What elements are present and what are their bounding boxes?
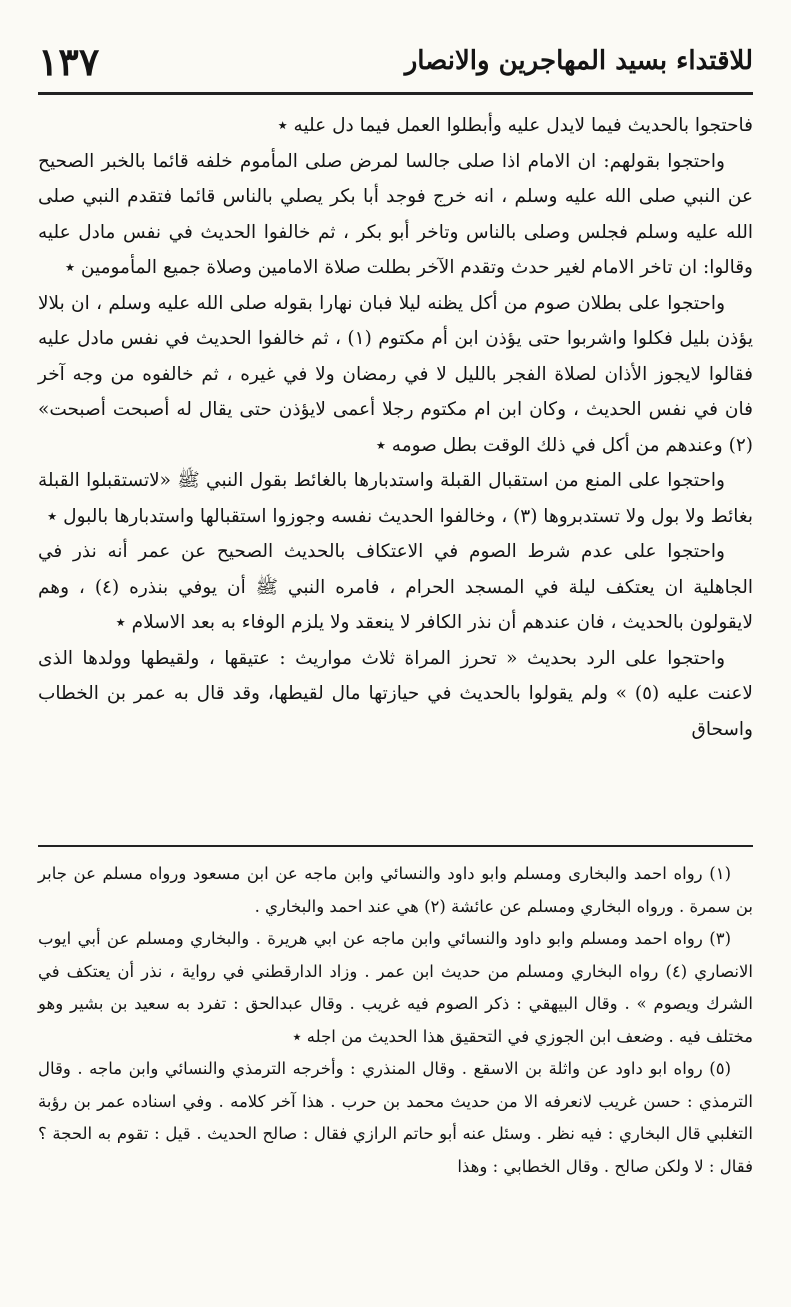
footnote: (١) رواه احمد والبخارى ومسلم وابو داود والنسائي وابن ماجه عن ابن مسعود ورواه مسلم عن جابر بن سمرة . ورواه البخاري ومسلم عن عائشة (٢) هي عند احمد والبخاري . — [38, 864, 753, 916]
footnotes — [38, 858, 753, 1183]
footnote-divider — [38, 845, 753, 847]
main-text — [38, 108, 753, 747]
running-title: للاقتداء بسيد المهاجرين والانصار — [404, 46, 753, 76]
paragraph: واحتجوا على الرد بحديث « تحرز المراة ثلاث مواريث : عتيقها ، ولقيطها وولدها الذى لاعنت عليه (٥) » ولم يقولوا بالحديث في حيازتها مال لقيطها، وقد قال به عمر بن الخطاب واسحاق — [38, 647, 753, 740]
paragraph: واحتجوا على بطلان صوم من أكل يظنه ليلا فبان نهارا بقوله صلى الله عليه وسلم ، ان بلالا يؤذن بليل فكلوا واشربوا حتى يؤذن ابن أم مكتوم (١) ، ثم خالفوا الحديث في نفس مادل عليه فقالوا لايجوز الأذان لصلاة الفجر بالليل لا في رمضان ولا في غيره ، ثم خالفوه من وجه آخر فان في نفس الحديث ، وكان ابن ام مكتوم رجلا أعمى لايؤذن حتى يقال له أصبحت أصبحت» (٢) وعندهم من أكل في ذلك الوقت بطل صومه ٭ — [38, 292, 753, 456]
footnote: (٣) رواه احمد ومسلم وابو داود والنسائي وابن ماجه عن ابي هريرة . والبخاري ومسلم عن أبي ايوب الانصاري (٤) رواه البخاري ومسلم من حديث ابن عمر . وزاد الدارقطني في رواية ، نذر أن يعتكف في الشرك ويصوم » . وقال البيهقي : ذكر الصوم فيه غريب . وقال عبدالحق : تفرد به سعيد بن بشير وهو مختلف فيه . وضعف ابن الجوزي في التحقيق هذا الحديث من اجله ٭ — [38, 929, 753, 1046]
paragraph: واحتجوا على المنع من استقبال القبلة واستدبارها بالغائط بقول النبي ﷺ «لاتستقبلوا القبلة بغائط ولا بول ولا تستدبروها (٣) ، وخالفوا الحديث نفسه وجوزوا استقبالها واستدبارها بالبول ٭ — [38, 470, 753, 527]
page-header — [38, 30, 753, 95]
footnote: (٥) رواه ابو داود عن واثلة بن الاسقع . وقال المنذري : وأخرجه الترمذي والنسائي وابن ماجه . وقال الترمذي : حسن غريب لانعرفه الا من حديث محمد بن حرب . هذا آخر كلامه . وفي اسناده عمر بن رؤبة التغلبي قال البخاري : فيه نظر . وسئل عنه أبو حاتم الرازي فقال : صالح الحديث . قيل : تقوم به الحجة ؟ فقال : لا ولكن صالح . وقال الخطابي : وهذا — [38, 1059, 753, 1176]
paragraph: واحتجوا على عدم شرط الصوم في الاعتكاف بالحديث الصحيح عن عمر أنه نذر في الجاهلية ان يعتكف ليلة في المسجد الحرام ، فامره النبي ﷺ أن يوفي بنذره (٤) ، وهم لايقولون بالحديث ، فان عندهم أن نذر الكافر لا ينعقد ولا يلزم الوفاء به بعد الاسلام ٭ — [38, 541, 753, 633]
page-number: ١٣٧ — [38, 38, 100, 84]
paragraph: فاحتجوا بالحديث فيما لايدل عليه وأبطلوا العمل فيما دل عليه ٭ — [277, 115, 753, 136]
paragraph: واحتجوا بقولهم: ان الامام اذا صلى جالسا لمرض صلى المأموم خلفه قائما بالخبر الصحيح عن النبي صلى الله عليه وسلم ، انه خرج فوجد أبا بكر يصلي بالناس قائما فتقدم النبي صلى الله عليه وسلم فجلس وصلى بالناس وتاخر أبو بكر ، ثم خالفوا الحديث في نفس مادل عليه وقالوا: ان تاخر الامام لغير حدث وتقدم الآخر بطلت صلاة الامامين وصلاة جميع المأمومين ٭ — [38, 150, 753, 278]
